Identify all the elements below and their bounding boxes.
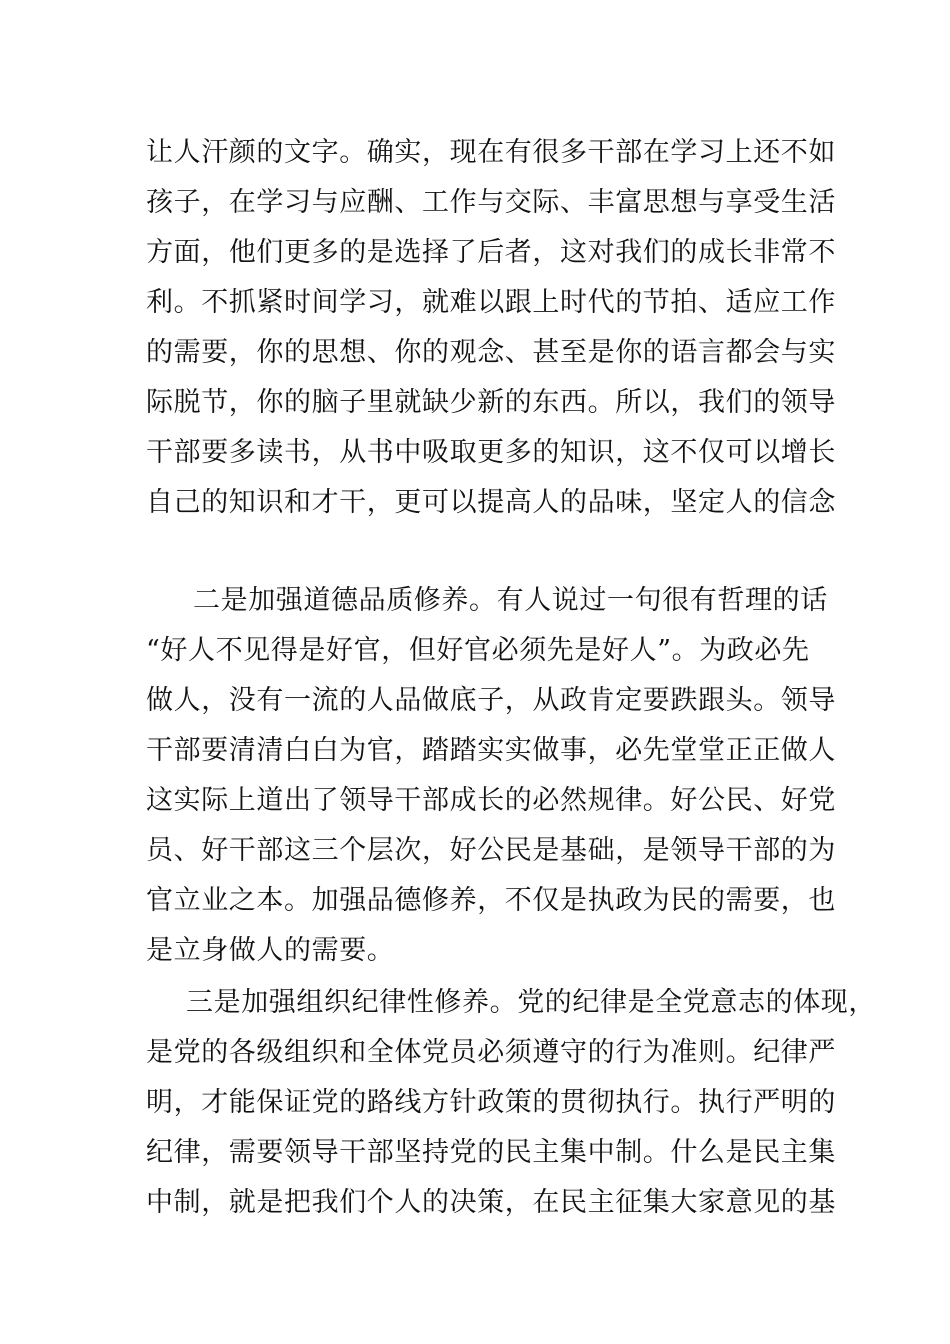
text-line: 让人汗颜的文字。确实，现在有很多干部在学习上还不如	[146, 137, 836, 168]
text-line: 官立业之本。加强品德修养，不仅是执政为民的需要，也	[146, 885, 836, 916]
text-line: 是党的各级组织和全体党员必须遵守的行为准则。纪律严	[146, 1037, 836, 1068]
text-line: 方面，他们更多的是选择了后者，这对我们的成长非常不	[146, 237, 836, 268]
text-line: “好人不见得是好官，但好官必须先是好人”。为政必先	[146, 635, 810, 666]
text-line: 孩子，在学习与应酬、工作与交际、丰富思想与享受生活	[146, 187, 836, 218]
text-line: 纪律，需要领导干部坚持党的民主集中制。什么是民主集	[146, 1137, 836, 1168]
paragraph-start-line: 三是加强组织纪律性修养。党的纪律是全党意志的体现，	[186, 987, 876, 1018]
text-line: 际脱节，你的脑子里就缺少新的东西。所以，我们的领导	[146, 387, 836, 418]
text-line: 的需要，你的思想、你的观念、甚至是你的语言都会与实	[146, 337, 836, 368]
text-line: 中制，就是把我们个人的决策，在民主征集大家意见的基	[146, 1187, 836, 1218]
text-line: 干部要清清白白为官，踏踏实实做事，必先堂堂正正做人	[146, 735, 836, 766]
text-line: 自己的知识和才干，更可以提高人的品味，坚定人的信念	[146, 487, 836, 518]
text-line: 这实际上道出了领导干部成长的必然规律。好公民、好党	[146, 785, 836, 816]
text-line: 干部要多读书，从书中吸取更多的知识，这不仅可以增长	[146, 437, 836, 468]
text-line: 做人，没有一流的人品做底子，从政肯定要跌跟头。领导	[146, 685, 836, 716]
text-line: 员、好干部这三个层次，好公民是基础，是领导干部的为	[146, 835, 836, 866]
text-line: 明，才能保证党的路线方针政策的贯彻执行。执行严明的	[146, 1087, 836, 1118]
text-line: 是立身做人的需要。	[146, 935, 395, 966]
paragraph-start-line: 二是加强道德品质修养。有人说过一句很有哲理的话	[193, 585, 828, 616]
text-line: 利。不抓紧时间学习，就难以跟上时代的节拍、适应工作	[146, 287, 836, 318]
